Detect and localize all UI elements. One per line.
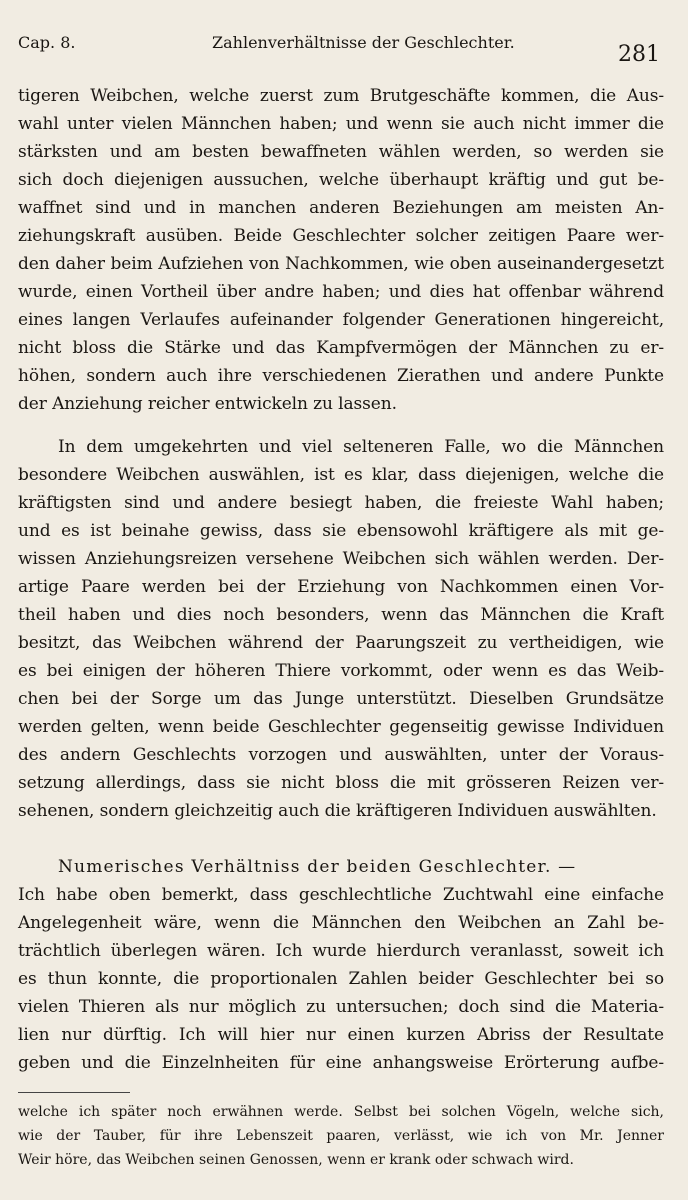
paragraph-3 — [18, 853, 664, 1077]
text-line: wurde, einen Vortheil über andre haben; und dies hat offenbar während — [18, 282, 664, 302]
running-header — [0, 0, 688, 70]
text-line: sehenen, sondern gleichzeitig auch die kräftigeren Individuen auswählten. — [18, 801, 657, 821]
text-line: höhen, sondern auch ihre verschiedenen Zierathen und andere Punkte — [18, 366, 664, 386]
text-line: besitzt, das Weibchen während der Paarungszeit zu vertheidigen, wie — [18, 633, 664, 653]
text-line: Angelegenheit wäre, wenn die Männchen den Weibchen an Zahl be- — [18, 913, 664, 933]
text-line: chen bei der Sorge um das Junge unterstützt. Dieselben Grundsätze — [18, 689, 664, 709]
text-line: artige Paare werden bei der Erziehung von Nachkommen einen Vor- — [18, 577, 664, 597]
text-line: ziehungskraft ausüben. Beide Geschlechter solcher zeitigen Paare wer- — [18, 226, 664, 246]
footnote — [18, 1100, 664, 1172]
text-line: kräftigsten sind und andere besiegt haben, die freieste Wahl haben; — [18, 493, 664, 513]
text-line: des andern Geschlechts vorzogen und auswählten, unter der Voraus- — [18, 745, 664, 765]
text-line: sich doch diejenigen aussuchen, welche überhaupt kräftig und gut be- — [18, 170, 664, 190]
text-line: geben und die Einzelnheiten für eine anhangsweise Erörterung aufbe- — [18, 1053, 664, 1073]
text-line: stärksten und am besten bewaffneten wählen werden, so werden sie — [18, 142, 664, 162]
main-text — [18, 82, 664, 1077]
footnote-line: welche ich später noch erwähnen werde. Selbst bei solchen Vögeln, welche sich, — [18, 1104, 664, 1120]
text-line: der Anziehung reicher entwickeln zu lassen. — [18, 394, 397, 414]
text-line: tigeren Weibchen, welche zuerst zum Brutgeschäfte kommen, die Aus- — [18, 86, 664, 106]
text-line: In dem umgekehrten und viel selteneren Falle, wo die Männchen — [58, 437, 664, 457]
text-line: besondere Weibchen auswählen, ist es klar, dass diejenigen, welche die — [18, 465, 664, 485]
text-line: Ich habe oben bemerkt, dass geschlechtliche Zuchtwahl eine einfache — [18, 885, 664, 905]
text-line: und es ist beinahe gewiss, dass sie ebensowohl kräftigere als mit ge- — [18, 521, 664, 541]
footnote-line: Weir höre, das Weibchen seinen Genossen, wenn er krank oder schwach wird. — [18, 1152, 574, 1168]
text-line: es bei einigen der höheren Thiere vorkommt, oder wenn es das Weib- — [18, 661, 664, 681]
running-title: Zahlenverhältnisse der Geschlechter. — [212, 33, 515, 52]
text-line: waffnet sind und in manchen anderen Beziehungen am meisten An- — [18, 198, 664, 218]
paragraph-1 — [18, 82, 664, 418]
text-line: werden gelten, wenn beide Geschlechter gegenseitig gewisse Individuen — [18, 717, 664, 737]
text-line: es thun konnte, die proportionalen Zahlen beider Geschlechter bei so — [18, 969, 664, 989]
paragraph-2 — [18, 433, 664, 825]
text-line: wissen Anziehungsreizen versehene Weibchen sich wählen werden. Der- — [18, 549, 664, 569]
text-line: theil haben und dies noch besonders, wenn das Männchen die Kraft — [18, 605, 664, 625]
text-line: setzung allerdings, dass sie nicht bloss die mit grösseren Reizen ver- — [18, 773, 664, 793]
footnote-divider — [18, 1092, 130, 1093]
chapter-label: Cap. 8. — [18, 33, 76, 52]
text-line: vielen Thieren als nur möglich zu untersuchen; doch sind die Materia- — [18, 997, 664, 1017]
text-line: lien nur dürftig. Ich will hier nur einen kurzen Abriss der Resultate — [18, 1025, 664, 1045]
footnote-line: wie der Tauber, für ihre Lebenszeit paaren, verlässt, wie ich von Mr. Jenner — [18, 1128, 664, 1144]
page-number: 281 — [618, 42, 660, 67]
text-line: nicht bloss die Stärke und das Kampfvermögen der Männchen zu er- — [18, 338, 664, 358]
text-line: eines langen Verlaufes aufeinander folgender Generationen hingereicht, — [18, 310, 664, 330]
text-line: den daher beim Aufziehen von Nachkommen, wie oben auseinandergesetzt — [18, 254, 664, 274]
text-line: wahl unter vielen Männchen haben; und wenn sie auch nicht immer die — [18, 114, 664, 134]
text-line: trächtlich überlegen wären. Ich wurde hierdurch veranlasst, soweit ich — [18, 941, 664, 961]
section-heading-line: Numerisches Verhältniss der beiden Geschlechter. — — [58, 857, 577, 877]
